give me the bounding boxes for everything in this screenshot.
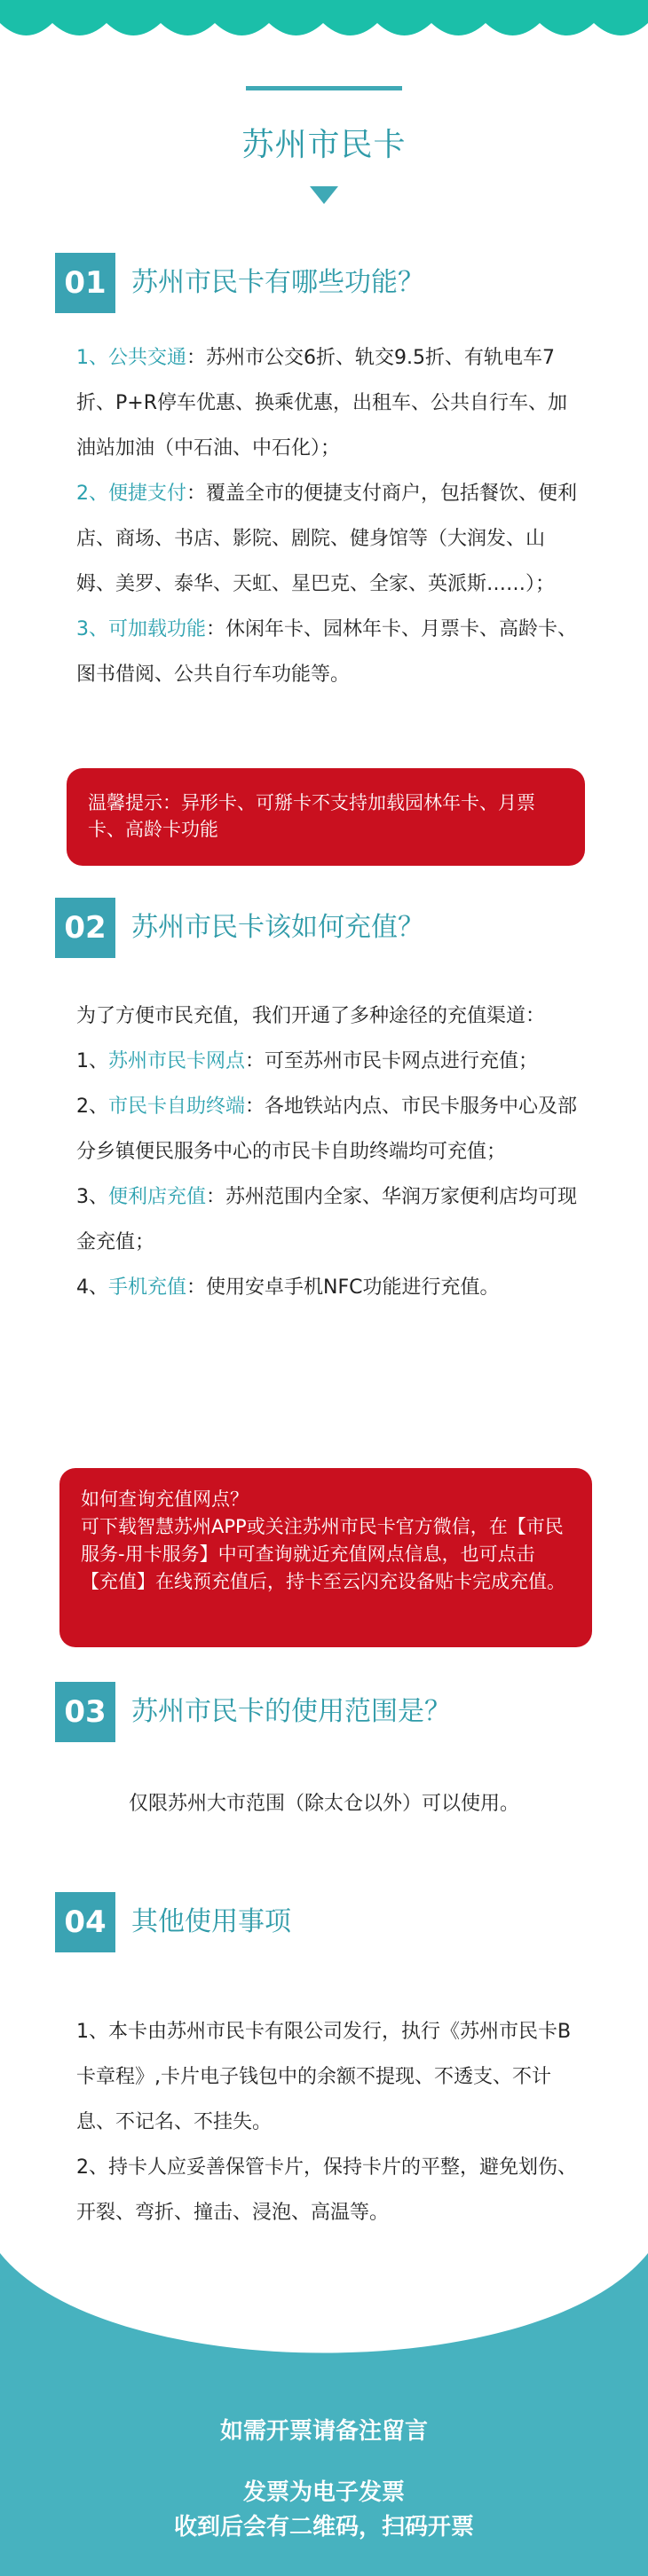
section-title: 苏州市民卡的使用范围是？ [131, 1696, 451, 1727]
recharge-item [76, 1174, 582, 1265]
recharge-intro: 为了方便市民充值，我们开通了多种途径的充值渠道： [76, 1005, 546, 1027]
notice-item: 2、持卡人应妥善保管卡片，保持卡片的平整，避免划伤、开裂、弯折、撞击、浸泡、高温等。 [76, 2156, 577, 2224]
feature-text: ：苏州市公交6折、轨交9.5折、有轨电车7折、P+R停车优惠、换乘优惠，出租车、公共自行车、加油站加油（中石油、中石化）； [76, 347, 567, 459]
section-number: 04 [55, 1892, 115, 1952]
section-title: 苏州市民卡有哪些功能？ [131, 267, 424, 298]
item-prefix: 4、 [76, 1276, 108, 1299]
feature-label: 3、可加载功能 [76, 618, 206, 640]
recharge-item [76, 1084, 582, 1174]
section-04-body [76, 2009, 582, 2235]
feature-item-loadable [76, 607, 582, 697]
channel-text: ：使用安卓手机NFC功能进行充值。 [186, 1276, 500, 1299]
feature-text: ：覆盖全市的便捷支付商户，包括餐饮、便利店、商场、书店、影院、剧院、健身馆等（大润发、山姆、美罗、泰华、天虹、星巴克、全家、英派斯……）； [76, 483, 578, 595]
title-top-line [246, 86, 402, 90]
page-title: 苏州市民卡 [241, 127, 407, 163]
channel-label: 手机充值 [108, 1276, 187, 1299]
channel-label: 苏州市民卡网点 [108, 1050, 246, 1072]
footer-qr-note: 收到后会有二维码，扫码开票 [173, 2514, 474, 2541]
top-wave-decoration [0, 0, 648, 53]
section-02-body [76, 993, 582, 1310]
tip-body: 可下载智慧苏州APP或关注苏州市民卡官方微信，在【市民服务-用卡服务】中可查询就近充值网点信息，也可点击【充值】在线预充值后，持卡至云闪充设备贴卡完成充值。 [81, 1516, 565, 1592]
item-prefix: 2、 [76, 1096, 108, 1118]
item-prefix: 3、 [76, 1186, 108, 1208]
title-down-arrow-icon [310, 186, 338, 204]
item-prefix: 1、 [76, 1050, 108, 1072]
recharge-item [76, 1265, 582, 1310]
notice-item: 1、本卡由苏州市民卡有限公司发行，执行《苏州市民卡B卡章程》,卡片电子钱包中的余额不提现、不透支、不计息、不记名、不挂失。 [76, 2021, 572, 2133]
section-number: 02 [55, 898, 115, 958]
channel-text: ：苏州范围内全家、华润万家便利店均可现金充值； [76, 1186, 578, 1253]
feature-label: 1、公共交通 [76, 347, 186, 369]
section-title: 其他使用事项 [131, 1906, 291, 1937]
feature-item-transport [76, 335, 582, 471]
channel-label: 市民卡自助终端 [108, 1096, 246, 1118]
channel-label: 便利店充值 [108, 1186, 207, 1208]
footer-invoice-type: 发票为电子发票 [242, 2479, 405, 2506]
section-01-body [76, 335, 582, 697]
recharge-item [76, 1039, 582, 1084]
feature-item-payment [76, 471, 582, 607]
feature-text: ：休闲年卡、园林年卡、月票卡、高龄卡、图书借阅、公共自行车功能等。 [76, 618, 578, 686]
channel-text: ：各地铁站内点、市民卡服务中心及部分乡镇便民服务中心的市民卡自助终端均可充值； [76, 1096, 578, 1163]
tip-box-recharge-points [59, 1468, 592, 1647]
section-number: 01 [55, 253, 115, 313]
usage-scope-text: 仅限苏州大市范围（除太仓以外）可以使用。 [128, 1793, 519, 1815]
tip-title: 如何查询充值网点？ [81, 1488, 249, 1510]
channel-text: ：可至苏州市民卡网点进行充值； [245, 1050, 539, 1072]
footer-invoice-note: 如需开票请备注留言 [219, 2418, 428, 2445]
section-number: 03 [55, 1682, 115, 1742]
tip-text: 温馨提示：异形卡、可掰卡不支持加载园林年卡、月票卡、高龄卡功能 [88, 792, 535, 840]
tip-box-card-types [67, 768, 585, 866]
section-title: 苏州市民卡该如何充值？ [131, 912, 424, 943]
feature-label: 2、便捷支付 [76, 483, 186, 505]
